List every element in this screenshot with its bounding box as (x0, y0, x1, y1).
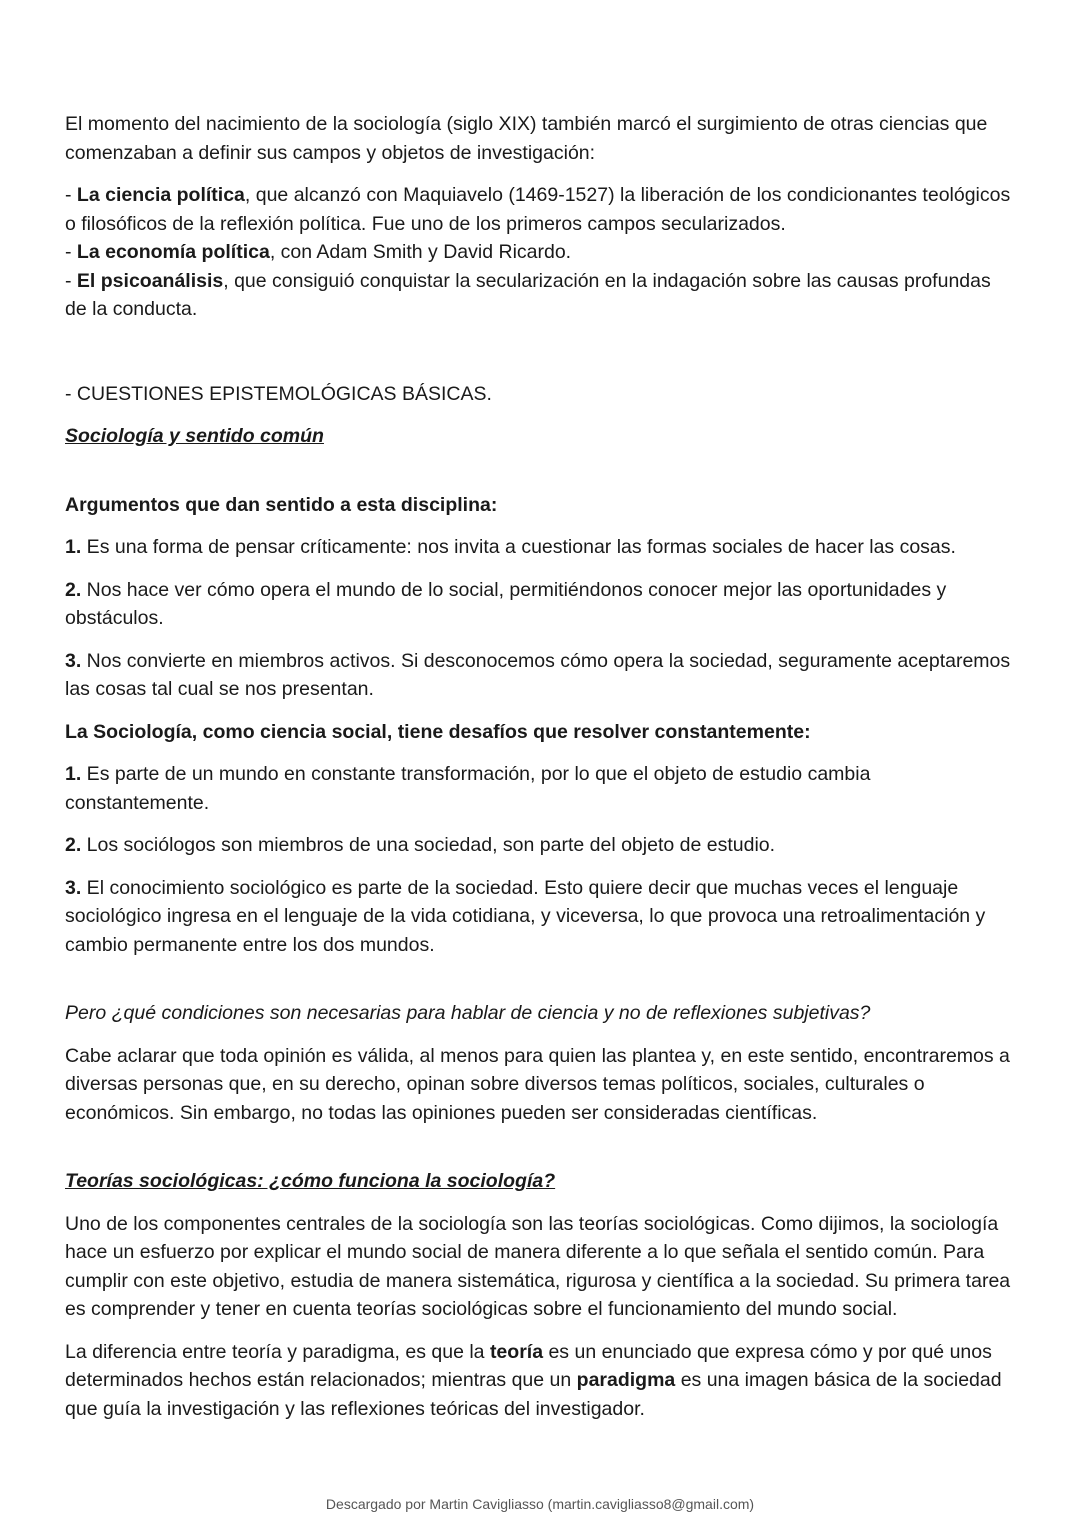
list-item: 1. Es parte de un mundo en constante transformación, por lo que el objeto de estudio cambia constantemente. (65, 763, 871, 814)
difference-paragraph: La diferencia entre teoría y paradigma, es que la teoría es un enunciado que expresa cómo y por qué unos determinados hechos están relacionados; mientras que un paradigma es una imagen básica de la sociedad que guía la investigación y las reflexiones teóricas del investigador. (65, 1340, 1002, 1420)
list-item: 3. El conocimiento sociológico es parte de la sociedad. Esto quiere decir que muchas veces el lenguaje sociológico ingresa en el lenguaje de la vida cotidiana, y viceversa, lo que provoca una retroalimentación y cambio permanente entre los dos mundos. (65, 876, 986, 956)
opinion-paragraph: Cabe aclarar que toda opinión es válida, al menos para quien las plantea y, en este sentido, encontraremos a diversas personas que, en su derecho, opinan sobre diversos temas políticos, sociales, culturales o económicos. Sin embargo, no todas las opiniones pueden ser consideradas científicas. (65, 1044, 1010, 1124)
term-paradigm: paradigma (576, 1369, 676, 1391)
list-item: - El psicoanálisis, que consiguió conquistar la secularización en la indagación sobre las causas profundas de la conducta. (65, 269, 991, 320)
science-term: El psicoanálisis (76, 269, 224, 292)
sciences-list (65, 181, 1015, 324)
theories-paragraph: Uno de los componentes centrales de la sociología son las teorías sociológicas. Como dijimos, la sociología hace un esfuerzo por explicar el mundo social de manera diferente a lo que señala el sentido común. Para cumplir con este objetivo, estudia de manera sistemática, rigurosa y científica a la sociedad. Su primera tarea es comprender y tener en cuenta teorías sociológicas sobre el funcionamiento del mundo social. (65, 1212, 1011, 1320)
list-item: - La ciencia política, que alcanzó con Maquiavelo (1469-1527) la liberación de los condicionantes teológicos o filosóficos de la reflexión política. Fue uno de los primeros campos secularizados. (65, 184, 1011, 235)
document-body (65, 110, 1015, 1437)
subtitle-sociology-common-sense: Sociología y sentido común (65, 425, 324, 447)
list-item: 1. Es una forma de pensar críticamente: nos invita a cuestionar las formas sociales de hacer las cosas. (65, 536, 956, 558)
science-term: La economía política (76, 241, 270, 263)
intro-paragraph: El momento del nacimiento de la sociología (siglo XIX) también marcó el surgimiento de otras ciencias que comenzaban a definir sus campos y objetos de investigación: (65, 113, 988, 164)
science-term: La ciencia política (76, 184, 245, 206)
list-item: 2. Nos hace ver cómo opera el mundo de lo social, permitiéndonos conocer mejor las oportunidades y obstáculos. (65, 578, 947, 629)
challenges-heading: La Sociología, como ciencia social, tiene desafíos que resolver constantemente: (65, 720, 811, 743)
list-item: - La economía política, con Adam Smith y David Ricardo. (65, 241, 572, 263)
section-title: - CUESTIONES EPISTEMOLÓGICAS BÁSICAS. (65, 382, 492, 405)
list-item: 2. Los sociólogos son miembros de una sociedad, son parte del objeto de estudio. (65, 834, 776, 856)
download-footer: Descargado por Martin Cavigliasso (martin.cavigliasso8@gmail.com) (325, 1496, 755, 1512)
subtitle-theories: Teorías sociológicas: ¿cómo funciona la sociología? (65, 1170, 556, 1192)
term-theory: teoría (489, 1340, 544, 1363)
list-item: 3. Nos convierte en miembros activos. Si desconocemos cómo opera la sociedad, seguramente aceptaremos las cosas tal cual se nos presentan. (65, 649, 1011, 700)
question-paragraph: Pero ¿qué condiciones son necesarias para hablar de ciencia y no de reflexiones subjetivas? (65, 1002, 871, 1024)
arguments-heading: Argumentos que dan sentido a esta disciplina: (65, 493, 498, 516)
